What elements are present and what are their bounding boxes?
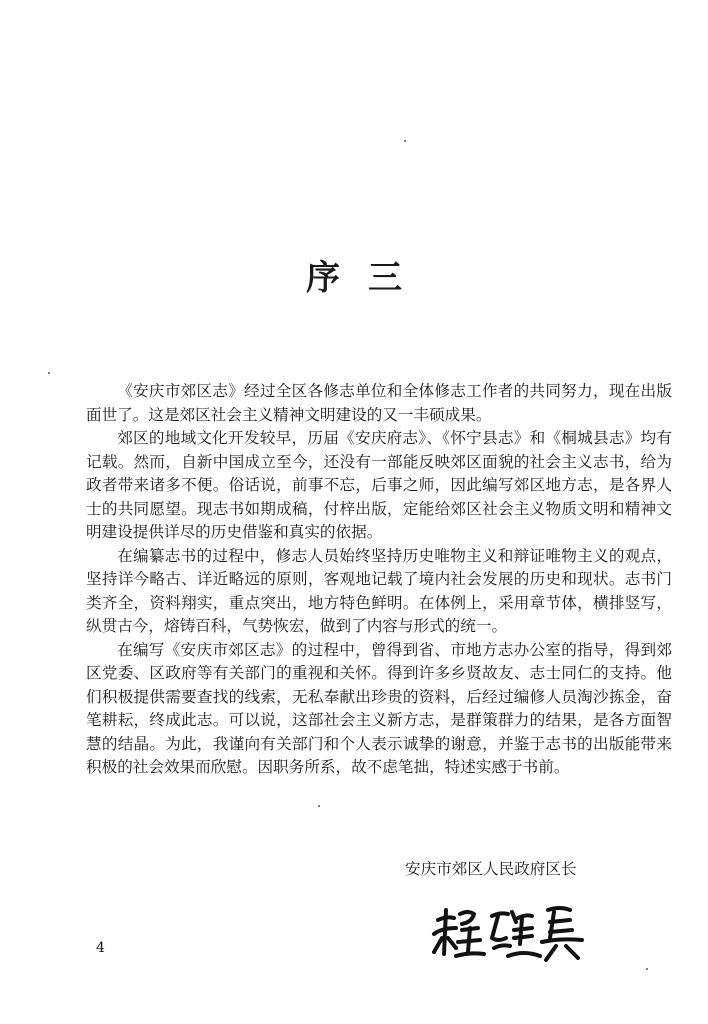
paragraph: 在编纂志书的过程中，修志人员始终坚持历史唯物主义和辩证唯物主义的观点，坚持详今略古、详近略远的原则，客观地记载了境内社会发展的历史和现状。志书门类齐全，资料翔实，重点突出，地方特色鲜明。在体例上，采用章节体，横排竖写，纵贯古今，熔铸百科，气势恢宏，做到了内容与形式的统一。: [86, 546, 672, 635]
paragraph: 郊区的地域文化开发较早，历届《安庆府志》、《怀宁县志》和《桐城县志》均有记载。然而，自新中国成立至今，还没有一部能反映郊区面貌的社会主义志书，给为政者带来诸多不便。俗话说，前事不忘，后事之师，因此编写郊区地方志，是各界人士的共同愿望。现志书如期成稿，付梓出版，定能给郊区社会主义物质文明和精神文明建设提供详尽的历史借鉴和真实的依据。: [86, 429, 672, 541]
signature-organization: 安庆市郊区人民政府区长: [405, 860, 577, 878]
paragraph: 《安庆市郊区志》经过全区各修志单位和全体修志工作者的共同努力，现在出版面世了。这是郊区社会主义精神文明建设的又一丰硕成果。: [86, 382, 672, 424]
paper-speck: [404, 140, 406, 142]
page-title: [0, 258, 708, 298]
title-char-preface: 序: [306, 258, 340, 298]
title-char-three: 三: [368, 258, 402, 298]
preface-body: [86, 380, 672, 780]
handwritten-signature: [428, 898, 588, 968]
paper-speck: [48, 372, 50, 374]
paragraph: 在编写《安庆市郊区志》的过程中，曾得到省、市地方志办公室的指导，得到郊区党委、区政府等有关部门的重视和关怀。得到许多乡贤故友、志士同仁的支持。他们积极提供需要查找的线索，无私奉献出珍贵的资料，后经过编修人员淘沙拣金，奋笔耕耘，终成此志。可以说，这部社会主义新方志，是群策群力的结果，是各方面智慧的结晶。为此，我谨向有关部门和个人表示诚挚的谢意，并鉴于志书的出版能带来积极的社会效果而欣慰。因职务所系，故不虑笔拙，特述实感于书前。: [86, 640, 672, 776]
paper-speck: [646, 968, 648, 970]
page-number: 4: [96, 940, 105, 956]
paper-speck: [318, 805, 320, 807]
